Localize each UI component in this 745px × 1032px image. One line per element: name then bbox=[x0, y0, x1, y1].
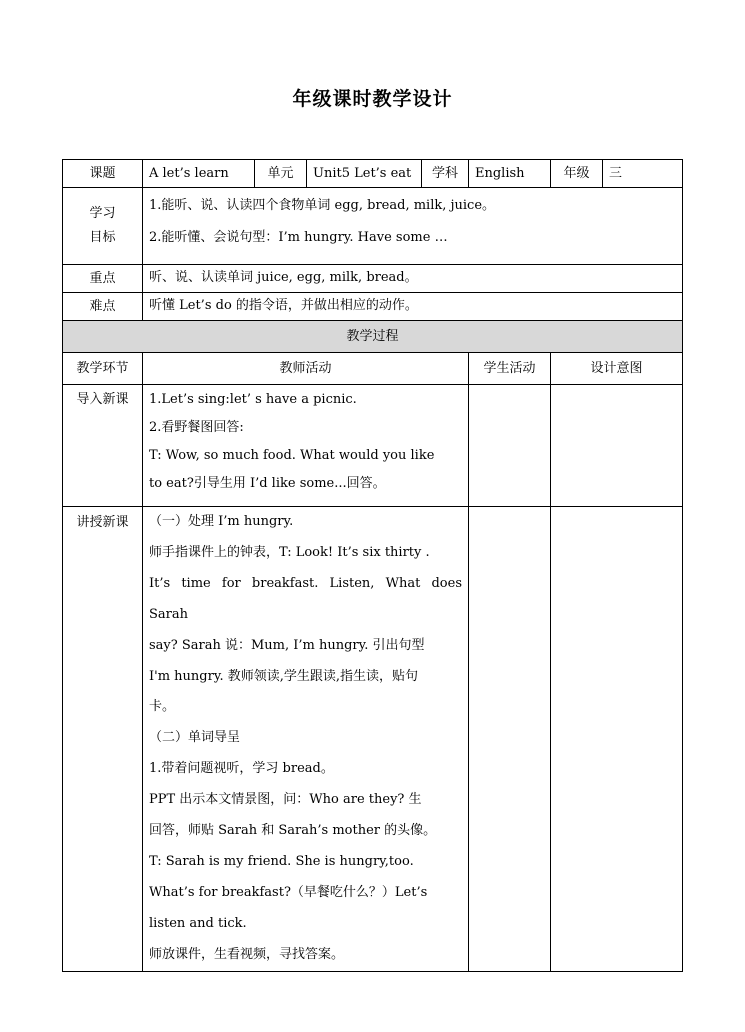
difficulties-label: 难点 bbox=[63, 293, 143, 321]
teacher-line: 卡。 bbox=[149, 699, 176, 715]
student-activity-cell bbox=[469, 385, 551, 507]
teacher-line: T: Sarah is my friend. She is hungry,too. bbox=[149, 853, 414, 869]
objectives-label-line-2: 目标 bbox=[89, 230, 116, 245]
table-row bbox=[63, 385, 683, 507]
table-row bbox=[63, 507, 683, 972]
col-teacher-header: 教师活动 bbox=[143, 353, 469, 385]
teacher-line: say? Sarah 说：Mum, I’m hungry. 引出句型 bbox=[149, 637, 425, 653]
key-points-label: 重点 bbox=[63, 265, 143, 293]
teacher-activity-cell bbox=[143, 385, 469, 507]
teacher-line: I'm hungry. 教师领读,学生跟读,指生读，贴句 bbox=[149, 668, 418, 684]
teacher-line: 回答，师贴 Sarah 和 Sarah’s mother 的头像。 bbox=[149, 823, 437, 839]
teacher-line: What’s for breakfast?（早餐吃什么？）Let’s bbox=[149, 884, 428, 900]
teacher-line: 师手指课件上的钟表，T: Look! It’s six thirty . bbox=[149, 544, 430, 560]
unit-label: 单元 bbox=[255, 160, 307, 188]
unit-value: Unit5 Let’s eat bbox=[307, 160, 422, 188]
difficulties-text: 听懂 Let’s do 的指令语，并做出相应的动作。 bbox=[143, 293, 683, 321]
teacher-line: PPT 出示本文情景图，问：Who are they? 生 bbox=[149, 792, 422, 808]
teacher-line: to eat?引导生用 I’d like some...回答。 bbox=[149, 476, 386, 491]
process-title: 教学过程 bbox=[63, 321, 683, 353]
lesson-plan-table bbox=[62, 159, 683, 972]
teacher-line: 1.Let’s sing:let’ s have a picnic. bbox=[149, 392, 357, 407]
col-stage-header: 教学环节 bbox=[63, 353, 143, 385]
grade-label: 年级 bbox=[551, 160, 603, 188]
teacher-line: （一）处理 I’m hungry. bbox=[149, 514, 294, 529]
column-header-row bbox=[63, 353, 683, 385]
objective-line: 1.能听、说、认读四个食物单词 egg, bread, milk, juice。 bbox=[149, 198, 496, 213]
page-title: 年级课时教学设计 bbox=[292, 88, 453, 110]
student-activity-cell bbox=[469, 507, 551, 972]
col-student-header: 学生活动 bbox=[469, 353, 551, 385]
grade-value: 三 bbox=[603, 160, 683, 188]
design-intent-cell bbox=[551, 507, 683, 972]
header-row bbox=[63, 160, 683, 188]
teacher-activity-cell bbox=[143, 507, 469, 972]
topic-label: 课题 bbox=[63, 160, 143, 188]
subject-label: 学科 bbox=[422, 160, 469, 188]
key-points-row bbox=[63, 265, 683, 293]
teacher-line: listen and tick. bbox=[149, 915, 247, 931]
stage-cell: 讲授新课 bbox=[63, 507, 143, 972]
stage-cell: 导入新课 bbox=[63, 385, 143, 507]
objectives-label-line-1: 学习 bbox=[89, 206, 116, 221]
difficulties-row bbox=[63, 293, 683, 321]
design-intent-cell bbox=[551, 385, 683, 507]
objectives-row bbox=[63, 188, 683, 265]
process-title-row bbox=[63, 321, 683, 353]
objectives-content bbox=[143, 188, 683, 265]
key-points-text: 听、说、认读单词 juice, egg, milk, bread。 bbox=[143, 265, 683, 293]
objective-line: 2.能听懂、会说句型：I’m hungry. Have some … bbox=[149, 230, 448, 245]
teacher-line: T: Wow, so much food. What would you like bbox=[149, 448, 435, 463]
teacher-line: It’s time for breakfast. Listen, What does Sarah bbox=[149, 575, 462, 622]
objectives-label bbox=[63, 188, 143, 265]
subject-value: English bbox=[469, 160, 551, 188]
col-design-header: 设计意图 bbox=[551, 353, 683, 385]
topic-value: A let’s learn bbox=[143, 160, 255, 188]
teacher-line: 1.带着问题视听，学习 bread。 bbox=[149, 761, 334, 777]
teacher-line: 2.看野餐图回答: bbox=[149, 420, 244, 435]
teacher-line: （二）单词导呈 bbox=[149, 730, 241, 746]
teacher-line: 师放课件，生看视频，寻找答案。 bbox=[149, 946, 345, 962]
